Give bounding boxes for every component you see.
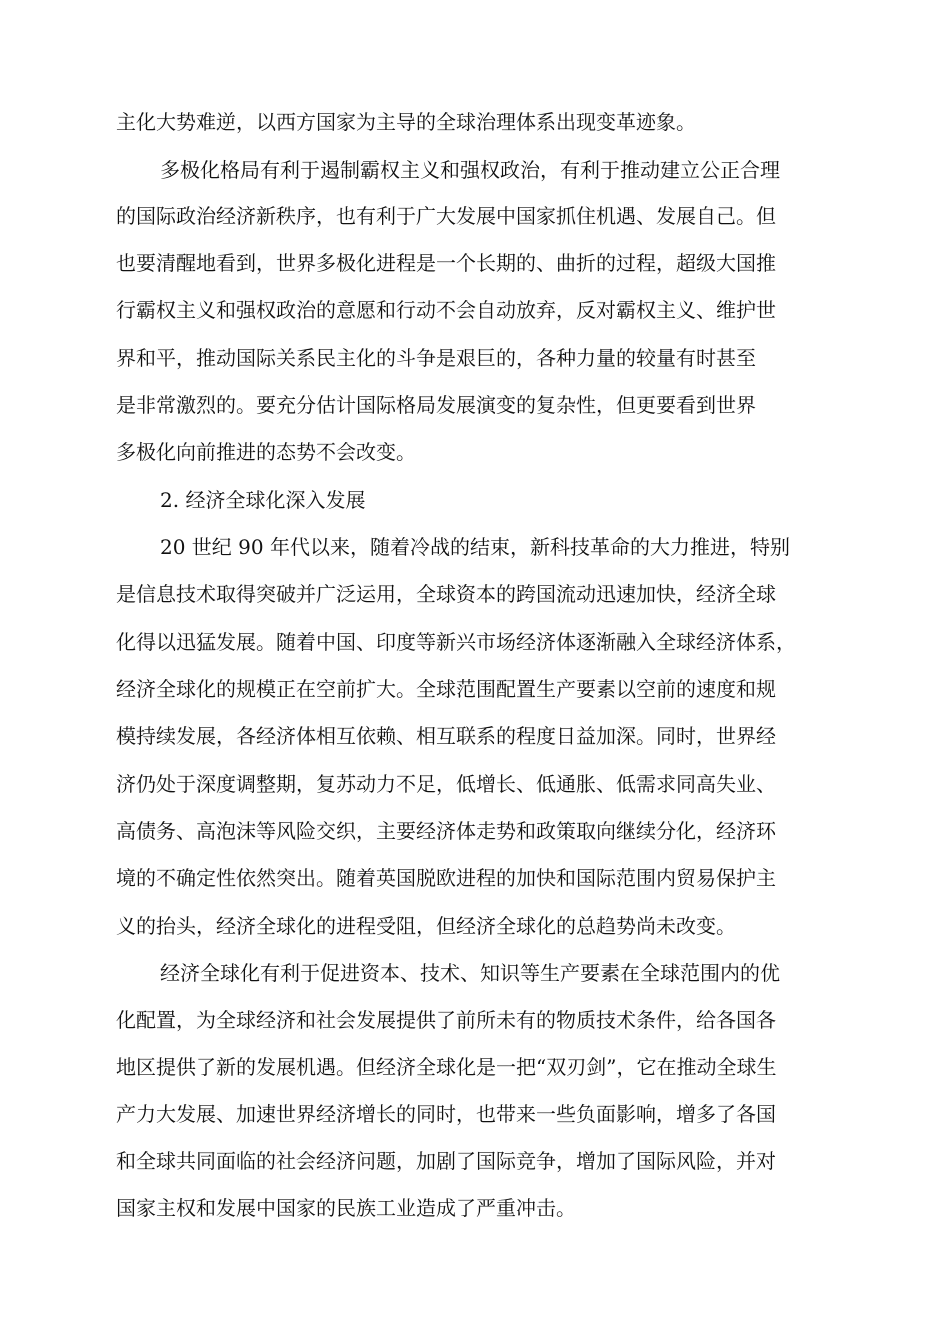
text-line: 国家主权和发展中国家的民族工业造成了严重冲击。 [116, 1196, 576, 1220]
section-heading: 2. 经济全球化深入发展 [160, 488, 366, 512]
text-line: 和全球共同面临的社会经济问题，加剧了国际竞争，增加了国际风险，并对 [116, 1149, 776, 1173]
text-line: 模持续发展，各经济体相互依赖、相互联系的程度日益加深。同时，世界经 [116, 724, 776, 748]
text-line: 经济全球化的规模正在空前扩大。全球范围配置生产要素以空前的速度和规 [116, 677, 776, 701]
text-line: 化得以迅猛发展。随着中国、印度等新兴市场经济体逐渐融入全球经济体系， [116, 630, 796, 654]
text-line: 多极化格局有利于遏制霸权主义和强权政治，有利于推动建立公正合理 [160, 158, 780, 182]
text-line: 济仍处于深度调整期，复苏动力不足，低增长、低通胀、低需求同高失业、 [116, 772, 776, 796]
text-line: 高债务、高泡沫等风险交织，主要经济体走势和政策取向继续分化，经济环 [116, 819, 776, 843]
text-line: 是非常激烈的。要充分估计国际格局发展演变的复杂性，但更要看到世界 [116, 393, 756, 417]
text-line: 多极化向前推进的态势不会改变。 [116, 440, 416, 464]
text-line: 化配置，为全球经济和社会发展提供了前所未有的物质技术条件，给各国各 [116, 1008, 776, 1032]
text-line: 义的抬头，经济全球化的进程受阻，但经济全球化的总趋势尚未改变。 [116, 914, 736, 938]
text-line: 地区提供了新的发展机遇。但经济全球化是一把“双刃剑”，它在推动全球生 [116, 1055, 777, 1079]
text-line: 界和平，推动国际关系民主化的斗争是艰巨的，各种力量的较量有时甚至 [116, 346, 756, 370]
text-line: 产力大发展、加速世界经济增长的同时，也带来一些负面影响，增多了各国 [116, 1102, 776, 1126]
text-line: 的国际政治经济新秩序，也有利于广大发展中国家抓住机遇、发展自己。但 [116, 204, 776, 228]
text-line: 20 世纪 90 年代以来，随着冷战的结束，新科技革命的大力推进，特别 [160, 535, 790, 559]
text-line: 主化大势难逆，以西方国家为主导的全球治理体系出现变革迹象。 [116, 110, 696, 134]
text-line: 境的不确定性依然突出。随着英国脱欧进程的加快和国际范围内贸易保护主 [116, 866, 776, 890]
text-line: 经济全球化有利于促进资本、技术、知识等生产要素在全球范围内的优 [160, 961, 780, 985]
text-line: 也要清醒地看到，世界多极化进程是一个长期的、曲折的过程，超级大国推 [116, 251, 776, 275]
text-line: 是信息技术取得突破并广泛运用，全球资本的跨国流动迅速加快，经济全球 [116, 582, 776, 606]
text-line: 行霸权主义和强权政治的意愿和行动不会自动放弃，反对霸权主义、维护世 [116, 298, 776, 322]
